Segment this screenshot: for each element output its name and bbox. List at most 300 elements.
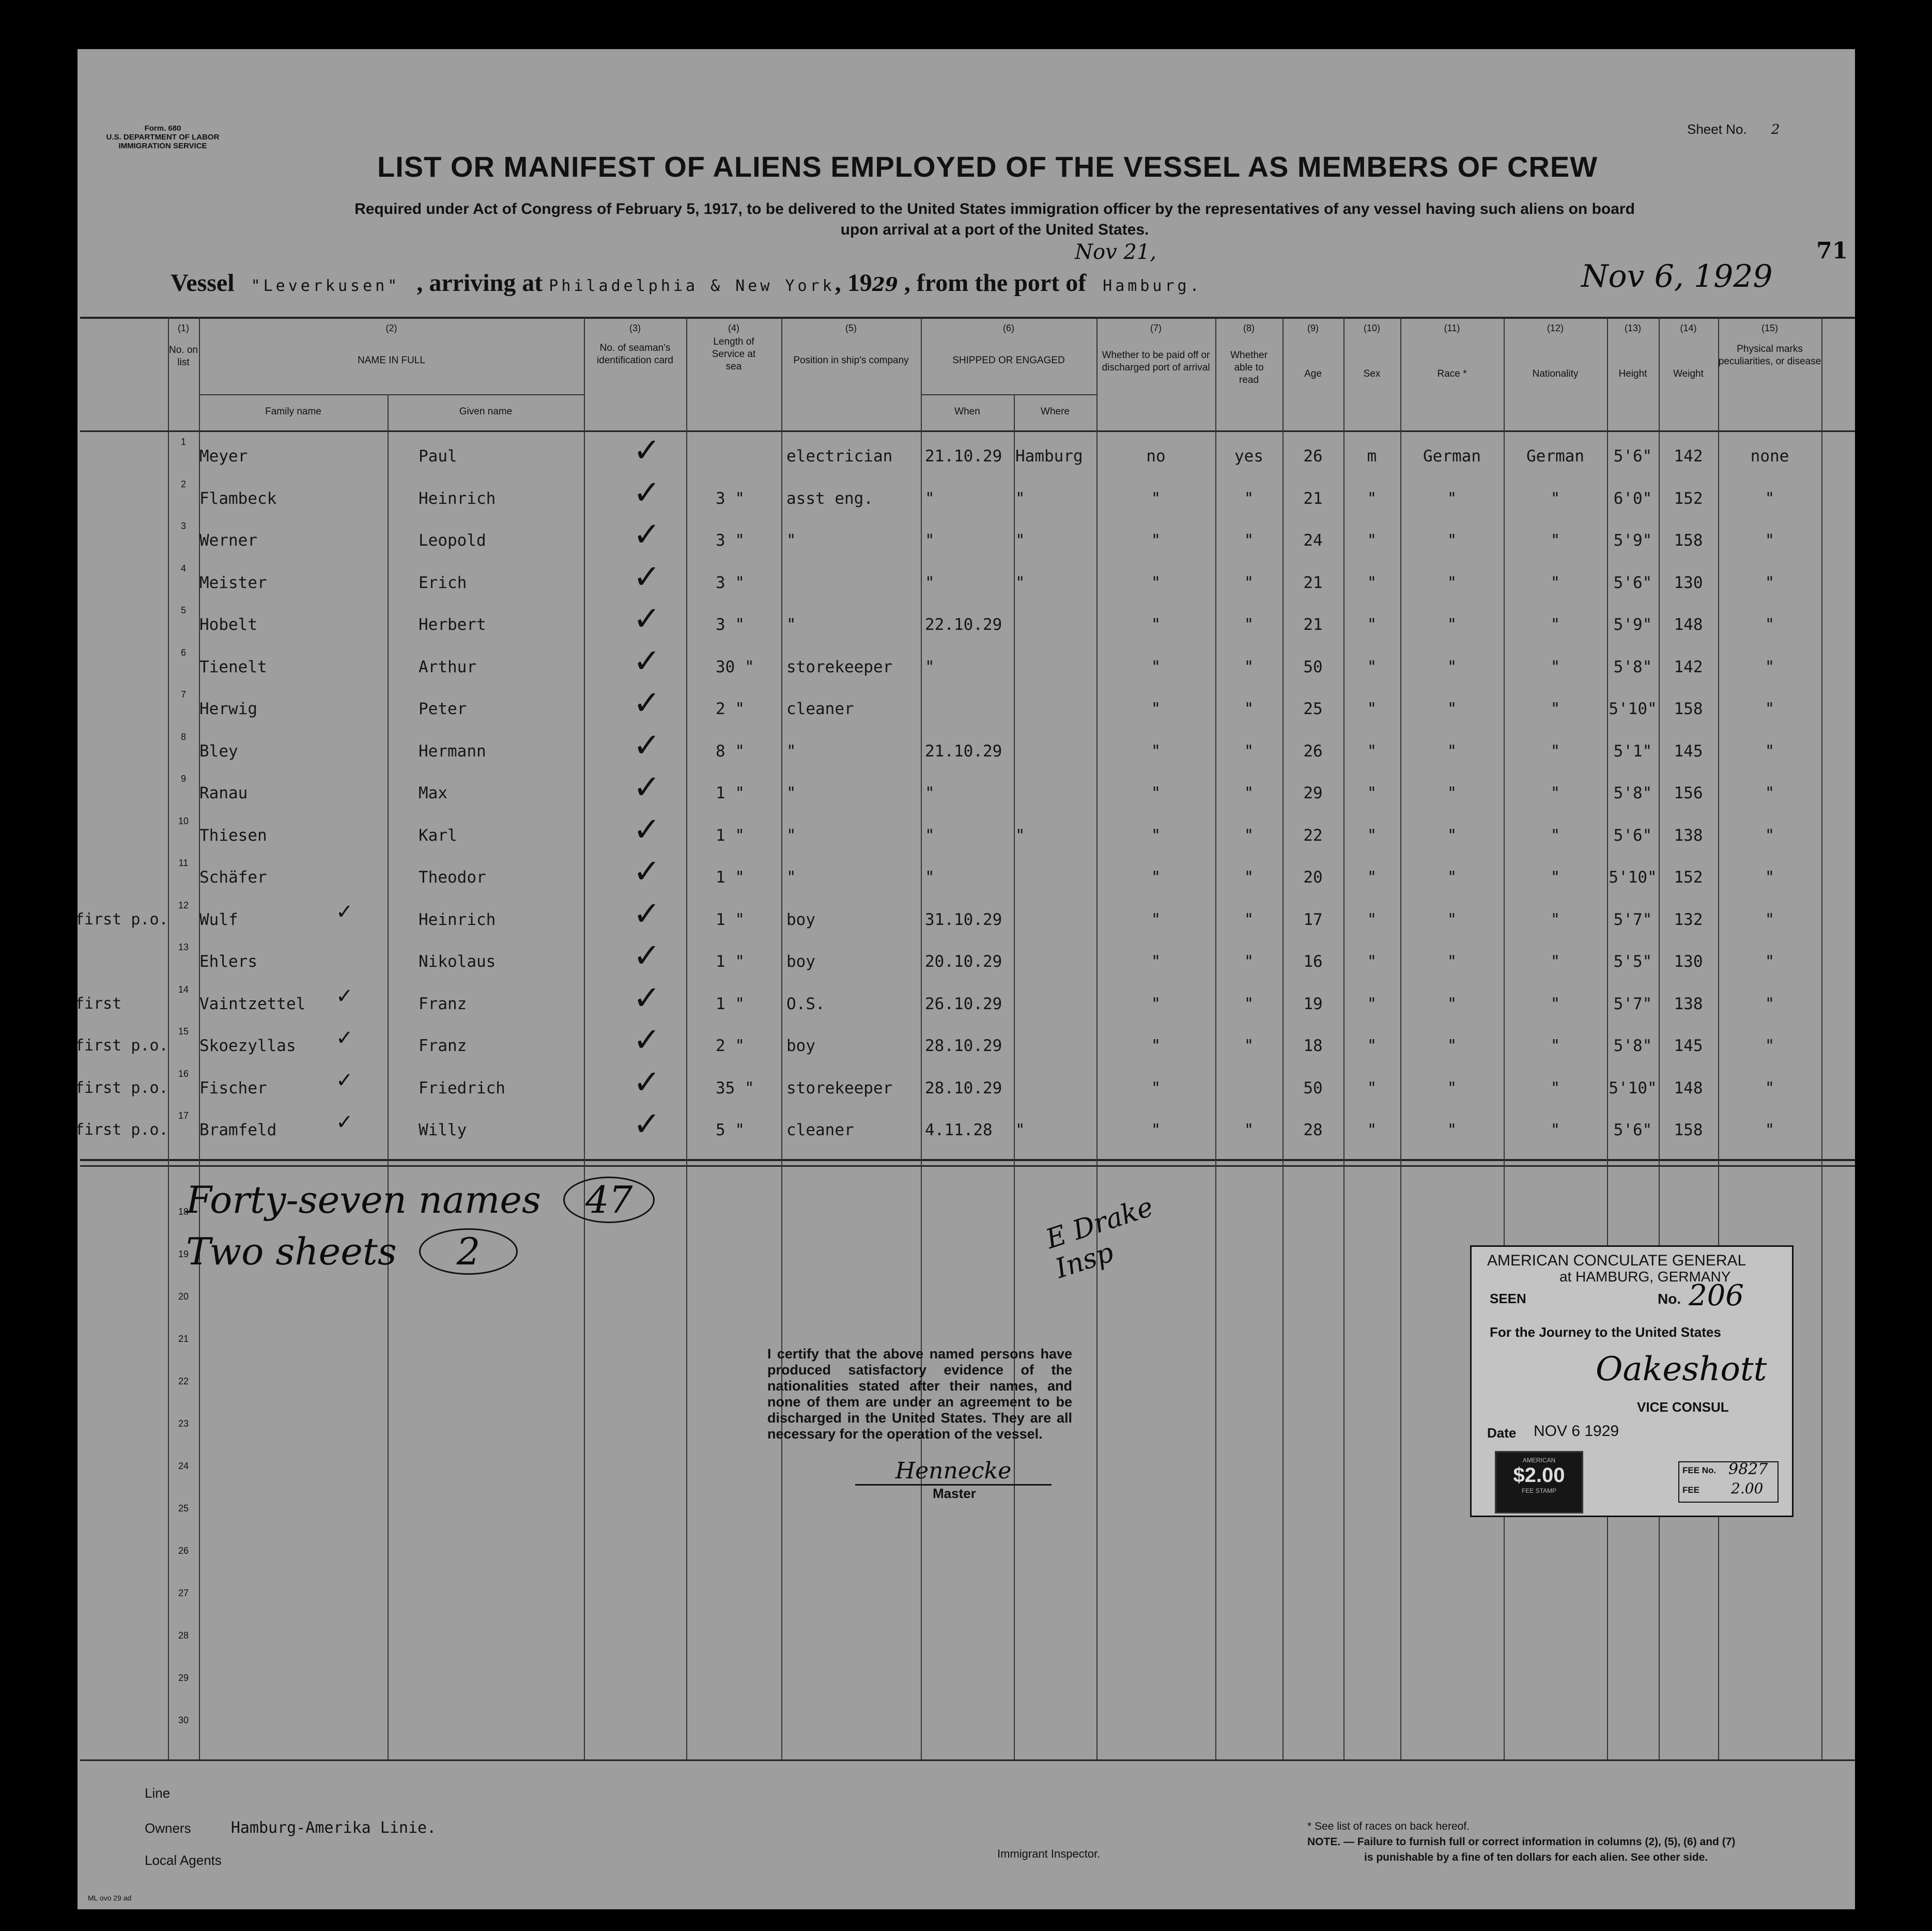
cell-nat: " (1550, 952, 1560, 971)
owners-label: Owners (145, 1820, 191, 1836)
cell-given: Max (419, 784, 447, 802)
cell-pos: asst eng. (786, 489, 873, 508)
row-note: first p.o. (75, 910, 168, 929)
check-mark-icon: ✓ (633, 684, 661, 722)
cell-race: " (1447, 826, 1457, 845)
certification-block (767, 1346, 1072, 1502)
consulate-stamp (1470, 1245, 1794, 1517)
stamp-no-label: No. (1658, 1291, 1681, 1307)
table-bottom-rule (80, 1759, 1855, 1761)
cell-height: 5'5" (1613, 952, 1652, 971)
name-subhead-rule (199, 394, 584, 395)
cell-paid: " (1151, 489, 1161, 508)
form-number: Form. 680 (144, 124, 181, 133)
column-header-13: (13) Height (1618, 323, 1647, 379)
check-mark-icon: ✓ (336, 984, 353, 1008)
column-header-15: (15) Physical marks peculiarities, or disease (1718, 323, 1821, 367)
fee-stamp-top: AMERICAN (1522, 1457, 1556, 1464)
cell-age: 19 (1303, 994, 1323, 1013)
row-note: first p.o. (75, 1037, 168, 1055)
manifest-sheet (75, 49, 1855, 1909)
empty-row-number: 29 (178, 1673, 189, 1683)
row-number: 15 (178, 1026, 189, 1037)
column-header-3: (3) No. of seaman's identification card (597, 323, 673, 366)
cell-nat: " (1550, 868, 1560, 887)
cell-height: 5'8" (1613, 784, 1652, 802)
cell-race: " (1447, 741, 1457, 761)
cell-given: Heinrich (419, 910, 496, 929)
cell-family: Tienelt (199, 657, 267, 676)
page-number: 71 (1816, 238, 1848, 264)
cell-given: Peter (419, 700, 467, 718)
cell-weight: 145 (1674, 1037, 1703, 1055)
master-signature: Hennecke (855, 1458, 1052, 1486)
column-header-2: (2) NAME IN FULL (358, 323, 425, 366)
check-mark-icon: ✓ (336, 1026, 353, 1050)
cell-paid: " (1151, 1078, 1161, 1098)
check-mark-icon: ✓ (336, 900, 353, 924)
row-number: 4 (180, 563, 186, 574)
cell-weight: 158 (1674, 1121, 1703, 1139)
cell-given: Franz (419, 994, 467, 1013)
cell-height: 5'8" (1613, 1037, 1652, 1055)
check-mark-icon: ✓ (633, 516, 661, 554)
cell-sex: m (1367, 447, 1377, 466)
cell-given: Nikolaus (419, 952, 496, 971)
cell-given: Paul (419, 447, 457, 466)
cell-height: 5'7" (1613, 994, 1652, 1013)
department-name: U.S. DEPARTMENT OF LABOR (106, 133, 220, 142)
cell-read: " (1244, 868, 1254, 887)
cell-paid: " (1151, 994, 1161, 1013)
note-line-1: NOTE. — Failure to furnish full or correct information in columns (2), (5), (6) and (7) (1307, 1836, 1736, 1848)
cell-svc: 1 " (716, 952, 745, 971)
row-note: first (75, 994, 122, 1013)
footer-note (1307, 1819, 1735, 1865)
cell-sex: " (1367, 489, 1377, 508)
cell-read: " (1244, 784, 1254, 802)
cell-age: 26 (1303, 447, 1323, 466)
footer-owners (145, 1819, 436, 1837)
subhead-when: When (954, 406, 980, 417)
cell-sex: " (1367, 1037, 1377, 1055)
check-mark-icon: ✓ (633, 473, 661, 512)
cell-paid: " (1151, 531, 1161, 550)
crew-end-double-rule (80, 1159, 1855, 1161)
cell-race: " (1447, 573, 1457, 592)
check-mark-icon: ✓ (633, 558, 661, 596)
cell-nat: " (1550, 531, 1560, 550)
cell-given: Hermann (419, 741, 486, 761)
row-number: 10 (178, 815, 189, 826)
cell-pos: electrician (786, 447, 893, 466)
subhead-family-name: Family name (265, 406, 321, 417)
cell-family: Meister (199, 573, 267, 592)
total-sheets-number: 2 (419, 1228, 518, 1275)
cell-read: " (1244, 489, 1254, 508)
cell-nat: " (1550, 910, 1560, 929)
cell-family: Flambeck (199, 489, 277, 508)
cell-given: Heinrich (419, 489, 496, 508)
certification-text: I certify that the above named persons have produced satisfactory evidence of the nationalities stated after their names, and none of them are under an agreement to be discharged in the United States. They are all necessary for the operation of the vessel. (767, 1346, 1072, 1442)
cell-family: Vaintzettel (199, 994, 306, 1013)
cell-height: 6'0" (1613, 489, 1652, 508)
column-divider (921, 318, 922, 1759)
cell-weight: 130 (1674, 573, 1703, 592)
from-port: Hamburg. (1103, 277, 1202, 295)
cell-pos: boy (786, 1037, 815, 1055)
cell-family: Herwig (199, 700, 257, 718)
stamp-consulate-city: at HAMBURG, GERMANY (1559, 1269, 1731, 1285)
cell-pos: cleaner (786, 700, 854, 718)
cell-age: 17 (1303, 910, 1323, 929)
cell-when: 26.10.29 (925, 994, 1002, 1013)
cell-read: " (1244, 700, 1254, 718)
cell-paid: " (1151, 1037, 1161, 1055)
cell-sex: " (1367, 952, 1377, 971)
cell-height: 5'10" (1609, 868, 1657, 887)
cell-svc: 1 " (716, 784, 745, 802)
column-divider (388, 394, 389, 1759)
cell-family: Ehlers (199, 952, 257, 971)
cell-family: Werner (199, 531, 257, 550)
cell-read: " (1244, 1037, 1254, 1055)
cell-svc: 2 " (716, 700, 745, 718)
column-divider (781, 318, 782, 1759)
cell-pos: " (786, 826, 796, 845)
cell-pos: " (786, 868, 796, 887)
stamp-vice-consul: VICE CONSUL (1637, 1399, 1729, 1415)
stamp-consul-signature: Oakeshott (1596, 1350, 1767, 1388)
fee-no-label: FEE No. (1682, 1465, 1717, 1475)
service-name: IMMIGRATION SERVICE (118, 142, 207, 150)
arrival-date-note: Nov 21, (1075, 240, 1157, 264)
cell-when: " (925, 489, 935, 508)
cell-read: " (1244, 615, 1254, 634)
check-mark-icon: ✓ (633, 1063, 661, 1102)
cell-when: 28.10.29 (925, 1078, 1002, 1098)
vessel-line (171, 269, 1202, 297)
cell-nat: " (1550, 1121, 1560, 1139)
cell-nat: " (1550, 657, 1560, 676)
cell-sex: " (1367, 573, 1377, 592)
cell-race: " (1447, 1121, 1457, 1139)
check-mark-icon: ✓ (633, 726, 661, 765)
cell-pos: cleaner (786, 1121, 854, 1139)
cell-read: " (1244, 741, 1254, 761)
check-mark-icon: ✓ (633, 1105, 661, 1144)
cell-read: yes (1234, 447, 1263, 466)
crew-end-double-rule (80, 1165, 1855, 1167)
cell-nat: " (1550, 573, 1560, 592)
cell-race: " (1447, 910, 1457, 929)
cell-weight: 138 (1674, 826, 1703, 845)
cell-family: Schäfer (199, 868, 267, 887)
cell-race: " (1447, 1078, 1457, 1098)
check-mark-icon: ✓ (633, 937, 661, 975)
cell-marks: " (1765, 657, 1775, 676)
cell-height: 5'8" (1613, 657, 1652, 676)
cell-weight: 145 (1674, 741, 1703, 761)
empty-row-number: 26 (178, 1546, 189, 1556)
table-top-rule (80, 317, 1855, 319)
cell-marks: " (1765, 700, 1775, 718)
cell-marks: " (1765, 910, 1775, 929)
cell-svc: 1 " (716, 826, 745, 845)
cell-when: 21.10.29 (925, 741, 1002, 761)
cell-given: Theodor (419, 868, 486, 887)
cell-given: Franz (419, 1037, 467, 1055)
cell-weight: 132 (1674, 910, 1703, 929)
cell-given: Arthur (419, 657, 476, 676)
vessel-label: Vessel (171, 269, 235, 297)
cell-when: " (925, 826, 935, 845)
cell-sex: " (1367, 657, 1377, 676)
cell-when: 28.10.29 (925, 1037, 1002, 1055)
cell-read: " (1244, 531, 1254, 550)
row-number: 2 (180, 478, 186, 489)
sheet-number-label: Sheet No. (1687, 121, 1747, 137)
fee-stamp (1495, 1451, 1583, 1513)
cell-svc: 3 " (716, 489, 745, 508)
cell-age: 22 (1303, 826, 1323, 845)
cell-paid: " (1151, 700, 1161, 718)
cell-when: 20.10.29 (925, 952, 1002, 971)
row-number: 5 (180, 605, 186, 615)
cell-weight: 138 (1674, 994, 1703, 1013)
cell-marks: " (1765, 1121, 1775, 1139)
empty-row-number: 25 (178, 1503, 189, 1513)
empty-row-number: 21 (178, 1334, 189, 1344)
cell-when: " (925, 868, 935, 887)
cell-nat: " (1550, 826, 1560, 845)
column-header-14: (14) Weight (1673, 323, 1704, 379)
row-number: 16 (178, 1068, 189, 1079)
cell-svc: 1 " (716, 868, 745, 887)
cell-race: " (1447, 1037, 1457, 1055)
cell-weight: 130 (1674, 952, 1703, 971)
cell-age: 21 (1303, 573, 1323, 592)
subtitle-line-1: Required under Act of Congress of February 5, 1917, to be delivered to the United States immigration officer by the representatives of any vessel having such aliens on board (354, 200, 1635, 218)
cell-height: 5'6" (1613, 826, 1652, 845)
cell-race: German (1423, 447, 1481, 466)
vessel-name: "Leverkusen" (251, 277, 400, 295)
check-mark-icon: ✓ (633, 600, 661, 638)
row-number: 11 (178, 858, 189, 868)
cell-age: 21 (1303, 489, 1323, 508)
cell-race: " (1447, 489, 1457, 508)
cell-given: Erich (419, 573, 467, 592)
cell-pos: O.S. (786, 994, 825, 1013)
column-header-1: (1) No. on list (169, 323, 198, 368)
check-mark-icon: ✓ (633, 979, 661, 1017)
cell-pos: " (786, 531, 796, 550)
column-header-11: (11) Race * (1437, 323, 1467, 379)
arriving-port: Philadelphia & New York (549, 277, 835, 295)
column-header-8: (8) Whether able to read (1230, 323, 1268, 385)
empty-row-number: 23 (178, 1418, 189, 1429)
empty-row-number: 22 (178, 1376, 189, 1386)
cell-marks: " (1765, 615, 1775, 634)
form-id-block (98, 124, 227, 150)
row-number: 12 (178, 900, 189, 910)
cell-paid: " (1151, 615, 1161, 634)
cell-paid: " (1151, 741, 1161, 761)
cell-svc: 3 " (716, 615, 745, 634)
cell-svc: 2 " (716, 1037, 745, 1055)
cell-nat: " (1550, 700, 1560, 718)
cell-age: 28 (1303, 1121, 1323, 1139)
column-header-5: (5) Position in ship's company (793, 323, 909, 366)
cell-age: 25 (1303, 700, 1323, 718)
cell-when: 22.10.29 (925, 615, 1002, 634)
column-divider (584, 318, 585, 1759)
cell-family: Meyer (199, 447, 248, 466)
column-header-7: (7) Whether to be paid off or discharged port of arrival (1102, 323, 1210, 373)
cell-race: " (1447, 868, 1457, 887)
master-label: Master (933, 1486, 976, 1501)
cell-nat: " (1550, 994, 1560, 1013)
row-number: 17 (178, 1110, 189, 1121)
year-suffix: 29 (872, 274, 898, 296)
cell-weight: 142 (1674, 657, 1703, 676)
cell-given: Leopold (419, 531, 486, 550)
cell-paid: " (1151, 573, 1161, 592)
fee-label: FEE (1682, 1485, 1700, 1495)
cell-sex: " (1367, 531, 1377, 550)
cell-weight: 158 (1674, 700, 1703, 718)
page-title: LIST OR MANIFEST OF ALIENS EMPLOYED OF THE VESSEL AS MEMBERS OF CREW (377, 150, 1598, 183)
row-number: 14 (178, 984, 189, 995)
cell-height: 5'9" (1613, 615, 1652, 634)
footer-inspector-label: Immigrant Inspector. (997, 1847, 1101, 1860)
cell-nat: " (1550, 1078, 1560, 1098)
cell-pos: " (786, 615, 796, 634)
cell-where: " (1015, 489, 1025, 508)
cell-read: " (1244, 573, 1254, 592)
cell-weight: 142 (1674, 447, 1703, 466)
stamp-consulate-name: AMERICAN CONCULATE GENERAL (1487, 1252, 1746, 1269)
cell-nat: " (1550, 489, 1560, 508)
row-number: 3 (180, 521, 186, 531)
stamp-date-label: Date (1487, 1425, 1517, 1441)
row-note: first p.o. (75, 1078, 168, 1097)
cell-when: " (925, 657, 935, 676)
cell-paid: " (1151, 826, 1161, 845)
total-sheets-note (186, 1230, 518, 1273)
cell-when: " (925, 573, 935, 592)
total-names-note (186, 1178, 655, 1222)
cell-svc: 1 " (716, 910, 745, 929)
fee-no-value: 9827 (1728, 1460, 1768, 1478)
cell-where: " (1015, 573, 1025, 592)
check-mark-icon: ✓ (633, 431, 661, 470)
cell-height: 5'6" (1613, 1121, 1652, 1139)
cell-when: 4.11.28 (925, 1121, 993, 1139)
cell-family: Bley (199, 741, 238, 761)
header-bottom-rule (80, 430, 1855, 432)
cell-race: " (1447, 784, 1457, 802)
row-number: 6 (180, 647, 186, 658)
cell-nat: " (1550, 784, 1560, 802)
empty-row-number: 18 (178, 1207, 189, 1217)
check-mark-icon: ✓ (633, 642, 661, 681)
cell-read: " (1244, 1121, 1254, 1139)
cell-svc: 1 " (716, 994, 745, 1013)
cell-height: 5'9" (1613, 531, 1652, 550)
subhead-given-name: Given name (459, 406, 513, 417)
cell-where: " (1015, 826, 1025, 845)
cell-race: " (1447, 700, 1457, 718)
year-prefix: , 19 (834, 269, 872, 297)
cell-nat: " (1550, 741, 1560, 761)
cell-where: Hamburg (1015, 447, 1083, 466)
cell-age: 50 (1303, 657, 1323, 676)
owners-value: Hamburg-Amerika Linie. (230, 1819, 437, 1837)
cell-age: 50 (1303, 1078, 1323, 1098)
cell-svc: 35 " (716, 1078, 754, 1098)
handwritten-date: Nov 6, 1929 (1581, 258, 1773, 295)
empty-row-number: 20 (178, 1291, 189, 1302)
cell-race: " (1447, 952, 1457, 971)
cell-family: Thiesen (199, 826, 267, 845)
empty-row-number: 28 (178, 1630, 189, 1641)
inspector-initials: E Drake Insp (1042, 1191, 1157, 1285)
cell-age: 16 (1303, 952, 1323, 971)
cell-height: 5'6" (1613, 573, 1652, 592)
empty-row-number: 19 (178, 1249, 189, 1259)
stamp-date-value: NOV 6 1929 (1534, 1423, 1619, 1440)
total-names-text: Forty-seven names (186, 1178, 541, 1222)
cell-nat: German (1526, 447, 1584, 466)
cell-read: " (1244, 910, 1254, 929)
cell-race: " (1447, 657, 1457, 676)
cell-when: " (925, 531, 935, 550)
column-divider (686, 318, 687, 1759)
cell-paid: " (1151, 784, 1161, 802)
cell-sex: " (1367, 910, 1377, 929)
footer-line-label: Line (145, 1785, 171, 1801)
cell-marks: " (1765, 531, 1775, 550)
from-label: , from the port of (904, 269, 1087, 297)
cell-marks: " (1765, 741, 1775, 761)
cell-marks: " (1765, 1037, 1775, 1055)
empty-row-number: 27 (178, 1588, 189, 1598)
cell-paid: " (1151, 910, 1161, 929)
cell-weight: 148 (1674, 1078, 1703, 1098)
cell-marks: " (1765, 826, 1775, 845)
cell-svc: 3 " (716, 531, 745, 550)
cell-marks: " (1765, 952, 1775, 971)
row-number: 13 (178, 942, 189, 952)
row-number: 9 (180, 774, 186, 784)
cell-race: " (1447, 994, 1457, 1013)
cell-family: Skoezyllas (199, 1037, 296, 1055)
shipped-subhead-rule (921, 394, 1096, 395)
fee-box (1678, 1461, 1779, 1503)
row-number: 1 (180, 437, 186, 447)
cell-height: 5'1" (1613, 741, 1652, 761)
cell-sex: " (1367, 994, 1377, 1013)
column-divider (1821, 318, 1822, 1759)
cell-when: " (925, 784, 935, 802)
cell-height: 5'10" (1609, 1078, 1657, 1098)
cell-given: Friedrich (419, 1078, 505, 1098)
check-mark-icon: ✓ (336, 1068, 353, 1092)
cell-marks: " (1765, 868, 1775, 887)
column-header-6: (6) SHIPPED OR ENGAGED (952, 323, 1065, 366)
cell-age: 26 (1303, 741, 1323, 761)
